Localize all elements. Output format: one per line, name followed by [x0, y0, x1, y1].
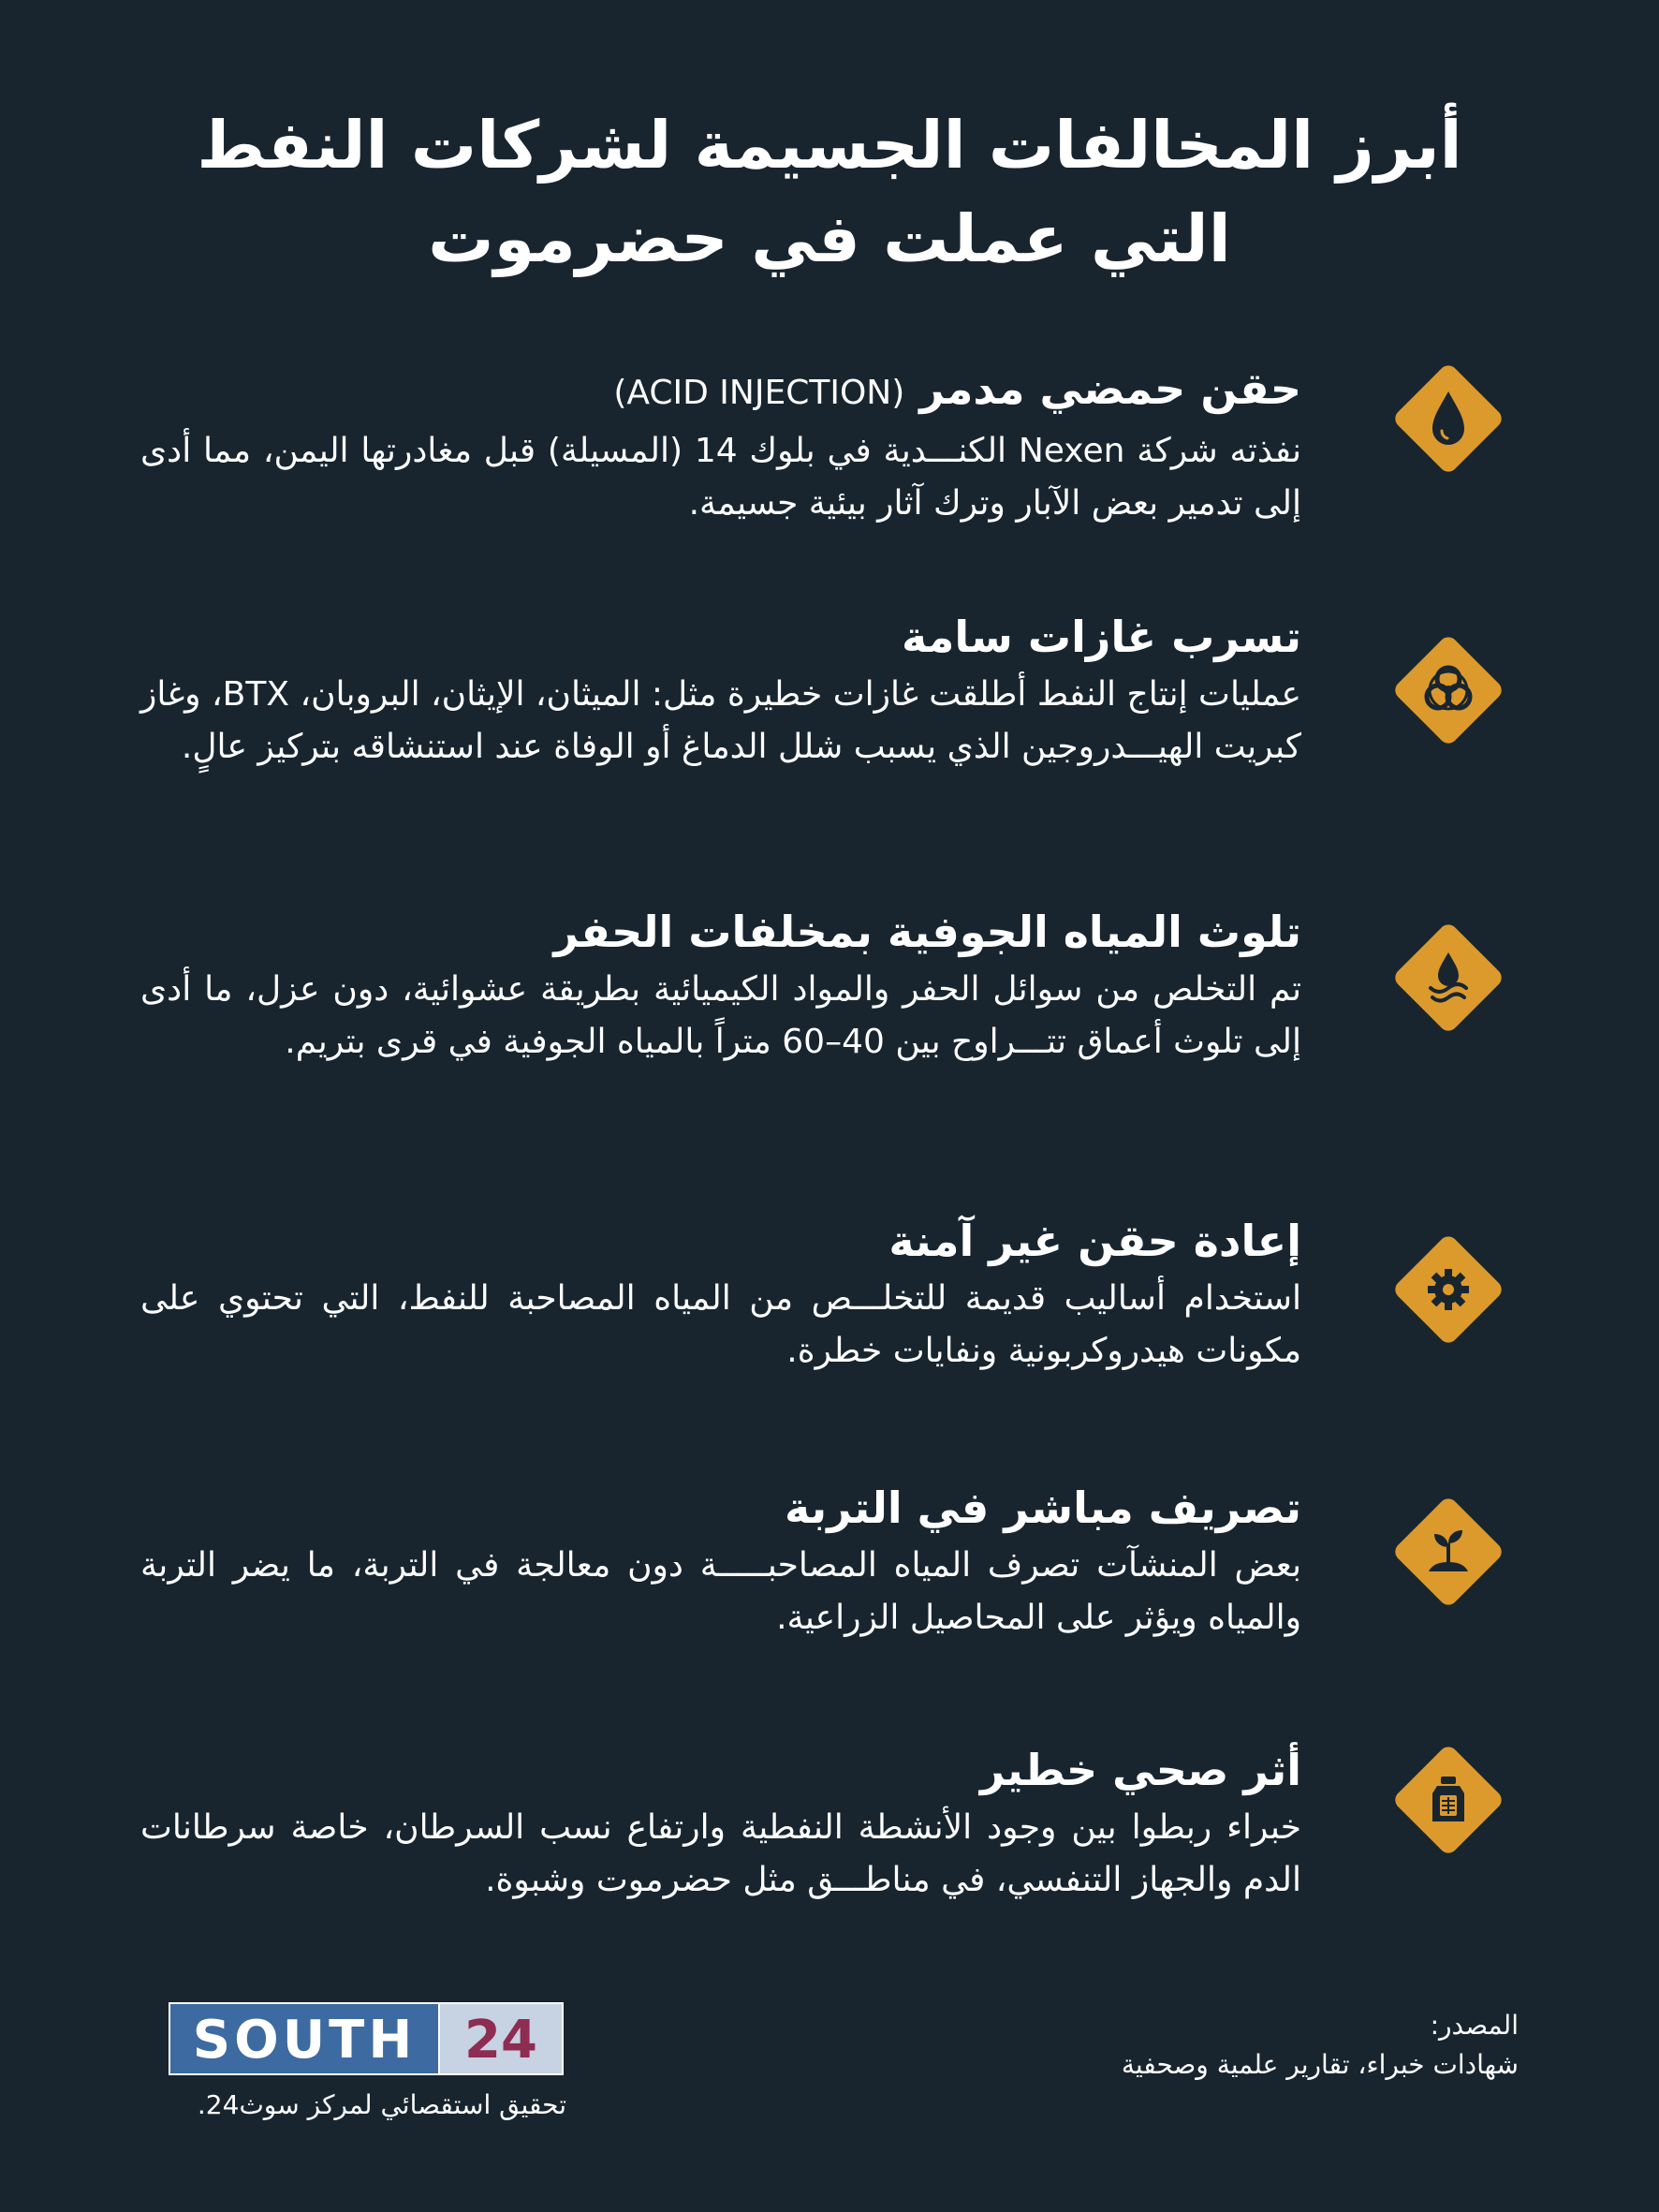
logo-tagline: تحقيق استقصائي لمركز سوث24. — [197, 2089, 566, 2120]
source-label: المصدر: — [1430, 2010, 1519, 2041]
logo-south-text: SOUTH — [169, 2002, 440, 2075]
plant-soil-icon — [1386, 1489, 1511, 1615]
oil-drop-icon — [1386, 356, 1511, 481]
item-description: تم التخلص من سوائل الحفر والمواد الكيميائية بطريقة عشوائية، دون عزل، ما أدى إلى تلوث أعماق تتـــراوح بين 40–60 متراً بالمياه الجوفية في قرى بتريم. — [140, 970, 1301, 1061]
item-title: أثر صحي خطير — [979, 1745, 1301, 1795]
item-acid-injection — [140, 361, 1301, 530]
source-text: شهادات خبراء، تقارير علمية وصحفية — [1121, 2049, 1519, 2080]
item-description: بعض المنشآت تصرف المياه المصاحبـــــة دون معالجة في التربة، ما يضر التربة والمياه ويؤثر على المحاصيل الزراعية. — [140, 1546, 1301, 1637]
item-description: استخدام أساليب قديمة للتخلـــص من المياه المصاحبة للنفط، التي تحتوي على مكونات هيدروكربونية ونفايات خطرة. — [140, 1279, 1301, 1370]
item-description: عمليات إنتاج النفط أطلقت غازات خطيرة مثل: الميثان، الإيثان، البروبان، BTX، وغاز كبريت الهيـــدروجين الذي يسبب شلل الدماغ أو الوفاة عند استنشاقه بتركيز عالٍ. — [140, 675, 1301, 766]
source-note — [1122, 2006, 1519, 2085]
item-groundwater-pollution — [140, 904, 1301, 1069]
item-unsafe-reinjection — [140, 1213, 1301, 1378]
item-health-impact — [140, 1742, 1301, 1907]
item-title-text: حقن حمضي مدمر — [919, 363, 1301, 414]
title-line-2: التي عملت في حضرموت — [428, 200, 1231, 277]
item-title: تلوث المياه الجوفية بمخلفات الحفر — [553, 907, 1301, 957]
item-title: تصريف مباشر في التربة — [785, 1482, 1301, 1533]
health-bottle-icon — [1386, 1737, 1511, 1863]
item-description: نفذته شركة Nexen الكنـــدية في بلوك 14 (المسيلة) قبل مغادرتها اليمن، مما أدى إلى تدمير بعض الآبار وترك آثار بيئية جسيمة. — [140, 432, 1301, 523]
south24-logo — [169, 2002, 564, 2075]
water-contamination-icon — [1386, 915, 1511, 1040]
item-title: إعادة حقن غير آمنة — [888, 1216, 1301, 1266]
page-title — [112, 98, 1547, 286]
item-direct-soil-discharge — [140, 1480, 1301, 1644]
item-title-english: (ACID INJECTION) — [613, 374, 905, 412]
logo-24-text: 24 — [440, 2002, 564, 2075]
item-title — [140, 361, 1301, 421]
item-toxic-gas-leak — [140, 609, 1301, 774]
gear-icon — [1386, 1227, 1511, 1352]
item-title: تسرب غازات سامة — [901, 612, 1301, 662]
biohazard-icon — [1386, 627, 1511, 753]
title-line-1: أبرز المخالفات الجسيمة لشركات النفط — [197, 107, 1462, 184]
item-description: خبراء ربطوا بين وجود الأنشطة النفطية وارتفاع نسب السرطان، خاصة سرطانات الدم والجهاز التنفسي، في مناطـــق مثل حضرموت وشبوة. — [140, 1808, 1301, 1899]
